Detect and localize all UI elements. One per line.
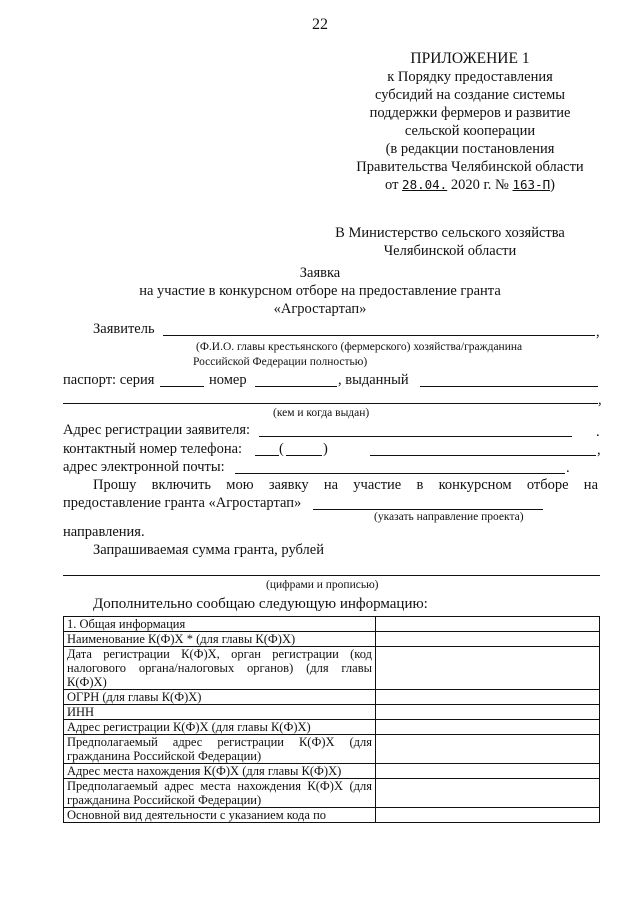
email-field[interactable] xyxy=(235,473,565,474)
table-cell-value[interactable] xyxy=(376,690,600,705)
addressee xyxy=(300,224,600,260)
appendix-line: к Порядку предоставления xyxy=(387,69,553,85)
table-row xyxy=(64,705,600,720)
table-cell-value[interactable] xyxy=(376,632,600,647)
table-row xyxy=(64,779,600,808)
table-cell-label: ИНН xyxy=(64,705,376,720)
request-text: Прошу включить мою заявку на участие в конкурсном отборе на xyxy=(93,477,598,493)
table-cell-value[interactable] xyxy=(376,808,600,823)
paren-close: ) xyxy=(323,441,328,457)
appendix-title: ПРИЛОЖЕНИЕ 1 xyxy=(410,50,530,67)
table-cell-label: Наименование К(Ф)Х * (для главы К(Ф)Х) xyxy=(64,632,376,647)
table-row xyxy=(64,808,600,823)
direction-hint: (указать направление проекта) xyxy=(374,511,524,523)
table-cell-value[interactable] xyxy=(376,720,600,735)
heading-title: Заявка xyxy=(299,265,341,281)
info-table xyxy=(63,616,600,823)
phone-number-field[interactable] xyxy=(370,455,596,456)
direction-word: направления. xyxy=(63,524,145,540)
document-heading xyxy=(0,264,640,318)
amount-field[interactable] xyxy=(63,575,600,576)
addressee-line: Челябинской области xyxy=(383,243,517,259)
handwritten-date: 28.04. xyxy=(402,177,448,192)
passport-number-field[interactable] xyxy=(255,386,337,387)
heading-line: на участие в конкурсном отборе на предоставление гранта xyxy=(139,283,501,299)
table-cell-label: Предполагаемый адрес места нахождения К(Ф)Х (для гражданина Российской Федерации) xyxy=(64,779,376,808)
table-cell-label: Предполагаемый адрес регистрации К(Ф)Х (для гражданина Российской Федерации) xyxy=(64,735,376,764)
appendix-block xyxy=(340,50,600,194)
table-cell-value[interactable] xyxy=(376,764,600,779)
table-cell-value[interactable] xyxy=(376,617,600,632)
applicant-field[interactable] xyxy=(163,335,595,336)
table-row xyxy=(64,647,600,690)
year-text: 2020 г. № xyxy=(450,177,509,193)
passport-series-field[interactable] xyxy=(160,386,204,387)
appendix-line: (в редакции постановления xyxy=(385,141,555,157)
table-cell-label: 1. Общая информация xyxy=(64,617,376,632)
table-cell-value[interactable] xyxy=(376,705,600,720)
amount-hint: (цифрами и прописью) xyxy=(266,579,379,591)
issued-hint: (кем и когда выдан) xyxy=(273,407,370,419)
closing-paren: ) xyxy=(550,177,555,193)
table-cell-value[interactable] xyxy=(376,779,600,808)
reg-address-label: Адрес регистрации заявителя: xyxy=(63,422,251,438)
appendix-line: поддержки фермеров и развитие xyxy=(369,105,571,121)
table-row xyxy=(64,690,600,705)
request-text-2: предоставление гранта «Агростартап» xyxy=(63,495,302,511)
date-prefix: от xyxy=(385,177,399,193)
phone-label: контактный номер телефона: xyxy=(63,441,243,457)
table-cell-value[interactable] xyxy=(376,647,600,690)
phone-area-field[interactable] xyxy=(286,455,322,456)
applicant-hint: Российской Федерации полностью) xyxy=(193,356,368,368)
table-row xyxy=(64,720,600,735)
amount-label: Запрашиваемая сумма гранта, рублей xyxy=(93,542,324,558)
passport-number-label: номер xyxy=(209,372,247,388)
paren-open: ( xyxy=(279,441,284,457)
table-cell-label: Адрес регистрации К(Ф)Х (для главы К(Ф)Х) xyxy=(64,720,376,735)
additional-info-label: Дополнительно сообщаю следующую информацию: xyxy=(93,596,428,612)
appendix-line: субсидий на создание системы xyxy=(374,87,566,103)
table-cell-label: Дата регистрации К(Ф)Х, орган регистрации (код налогового органа/налоговых органов) (для главы К(Ф)Х) xyxy=(64,647,376,690)
dot: . xyxy=(566,460,570,476)
direction-field[interactable] xyxy=(313,509,543,510)
comma: , xyxy=(598,392,602,408)
comma: , xyxy=(596,324,600,340)
table-row xyxy=(64,632,600,647)
issued-field[interactable] xyxy=(420,386,598,387)
appendix-line: Правительства Челябинской области xyxy=(356,159,584,175)
applicant-hint: (Ф.И.О. главы крестьянского (фермерского) хозяйства/гражданина xyxy=(196,341,523,353)
reg-address-field[interactable] xyxy=(259,436,572,437)
table-cell-label: Основной вид деятельности с указанием кода по xyxy=(64,808,376,823)
comma: , xyxy=(597,442,601,458)
dot: . xyxy=(596,424,600,440)
addressee-line: В Министерство сельского хозяйства xyxy=(335,225,565,241)
appendix-line: сельской кооперации xyxy=(404,123,536,139)
table-row xyxy=(64,764,600,779)
phone-code-field[interactable] xyxy=(255,455,279,456)
table-cell-label: ОГРН (для главы К(Ф)Х) xyxy=(64,690,376,705)
passport-series-label: паспорт: серия xyxy=(63,372,155,388)
table-row xyxy=(64,735,600,764)
issued-field-continued[interactable] xyxy=(63,403,598,404)
heading-line: «Агростартап» xyxy=(273,301,367,317)
handwritten-number: 163-П xyxy=(512,177,551,192)
email-label: адрес электронной почты: xyxy=(63,459,225,475)
page-number: 22 xyxy=(312,16,328,33)
issued-label: , выданный xyxy=(338,372,409,388)
table-cell-value[interactable] xyxy=(376,735,600,764)
appendix-date-line xyxy=(340,176,600,194)
applicant-label: Заявитель xyxy=(93,321,155,337)
table-cell-label: Адрес места нахождения К(Ф)Х (для главы К(Ф)Х) xyxy=(64,764,376,779)
table-row xyxy=(64,617,600,632)
